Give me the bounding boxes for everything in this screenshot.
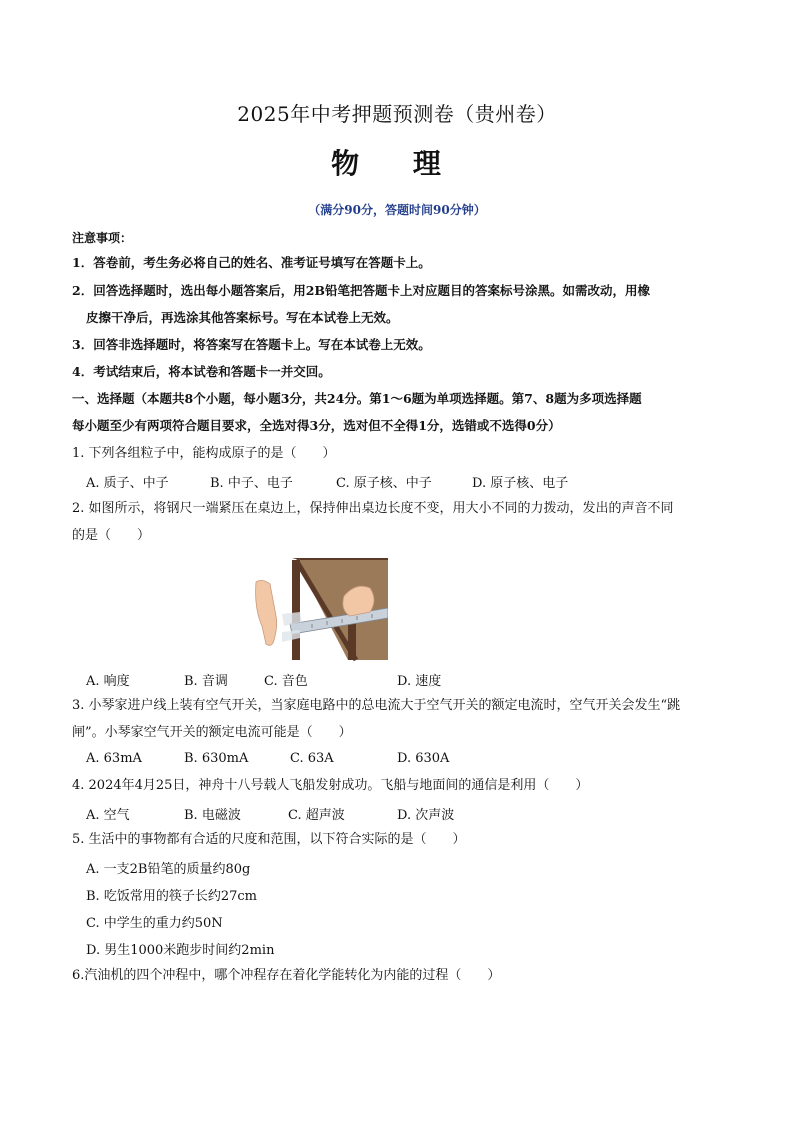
question-2-stem bbox=[72, 495, 726, 549]
note-number: 2． bbox=[72, 283, 94, 298]
question-2-stem-line-2: 的是（ ） bbox=[72, 528, 151, 543]
option-c: C. 超声波 bbox=[288, 808, 345, 823]
question-3-options bbox=[86, 751, 449, 766]
notes-heading: 注意事项： bbox=[72, 231, 133, 245]
option-b: B. 电磁波 bbox=[184, 808, 241, 823]
note-3 bbox=[72, 331, 724, 358]
option-b: B. 音调 bbox=[184, 674, 228, 689]
note-4 bbox=[72, 358, 724, 385]
note-number: 1． bbox=[72, 255, 94, 270]
question-3-stem-line-2: 闸”。小琴家空气开关的额定电流可能是（ ） bbox=[72, 725, 352, 740]
option-a: A. 响度 bbox=[86, 674, 130, 689]
section-heading bbox=[72, 385, 726, 439]
question-4-options bbox=[86, 804, 454, 823]
note-number: 3． bbox=[72, 337, 94, 352]
subject-title: 物 理 bbox=[331, 147, 463, 180]
note-number: 4． bbox=[72, 364, 94, 379]
question-1-stem: 1. 下列各组粒子中，能构成原子的是（ ） bbox=[72, 446, 336, 461]
option-d: D. 原子核、电子 bbox=[472, 476, 569, 491]
option-d: D. 次声波 bbox=[397, 808, 455, 823]
note-text-continued: 皮擦干净后，再选涂其他答案标号。写在本试卷上无效。 bbox=[86, 310, 399, 325]
table-leg bbox=[292, 560, 300, 660]
question-4-stem: 4. 2024年4月25日，神舟十八号载人飞船发射成功。飞船与地面间的通信是利用（ ） bbox=[72, 778, 589, 793]
option-c: C. 原子核、中子 bbox=[336, 476, 432, 491]
table-edge bbox=[292, 558, 388, 560]
section-line-1: 一、选择题（本题共8个小题，每小题3分，共24分。第1～6题为单项选择题。第7、8题为多项选择题 bbox=[72, 391, 642, 406]
option-b: B. 630mA bbox=[184, 751, 249, 766]
option-c: C. 音色 bbox=[264, 674, 308, 689]
note-2 bbox=[72, 277, 724, 331]
question-6-stem: 6.汽油机的四个冲程中，哪个冲程存在着化学能转化为内能的过程（ ） bbox=[72, 968, 501, 983]
exam-meta: （满分90分，答题时间90分钟） bbox=[308, 203, 486, 217]
question-2-stem-line-1: 2. 如图所示，将钢尺一端紧压在桌边上，保持伸出桌边长度不变，用大小不同的力拨动，发出的声音不同 bbox=[72, 501, 674, 516]
question-2-options bbox=[86, 670, 441, 689]
option-a: A. 63mA bbox=[86, 751, 142, 766]
option-b: B. 中子、电子 bbox=[210, 476, 293, 491]
section-line-2: 每小题至少有两项符合题目要求，全选对得3分，选对但不全得1分，选错或不选得0分） bbox=[72, 418, 561, 433]
question-3-stem-line-1: 3. 小琴家进户线上装有空气开关，当家庭电路中的总电流大于空气开关的额定电流时，空气开关会发生“跳 bbox=[72, 698, 681, 713]
option-c: C. 63A bbox=[290, 751, 334, 766]
exam-title: 2025年中考押题预测卷（贵州卷） bbox=[237, 102, 557, 126]
ruler-on-table-figure bbox=[252, 556, 388, 662]
option-a: A. 一支2B铅笔的质量约80g bbox=[86, 862, 251, 877]
option-b: B. 吃饭常用的筷子长约27cm bbox=[86, 889, 257, 904]
note-text: 回答非选择题时，将答案写在答题卡上。写在本试卷上无效。 bbox=[93, 337, 431, 352]
note-text: 回答选择题时，选出每小题答案后，用2B铅笔把答题卡上对应题目的答案标号涂黑。如需改动，用橡 bbox=[93, 283, 650, 298]
option-d: D. 男生1000米跑步时间约2min bbox=[86, 943, 275, 958]
option-a: A. 质子、中子 bbox=[86, 476, 169, 491]
option-d: D. 速度 bbox=[397, 674, 442, 689]
option-d: D. 630A bbox=[397, 751, 450, 766]
option-c: C. 中学生的重力约50N bbox=[86, 916, 223, 931]
option-a: A. 空气 bbox=[86, 808, 130, 823]
plucking-hand bbox=[256, 580, 277, 645]
note-text: 考试结束后，将本试卷和答题卡一并交回。 bbox=[93, 364, 331, 379]
note-1 bbox=[72, 249, 724, 276]
note-text: 答卷前，考生务必将自己的姓名、准考证号填写在答题卡上。 bbox=[93, 255, 431, 270]
question-1-options bbox=[86, 472, 568, 491]
question-3-stem bbox=[72, 692, 726, 746]
question-5-stem: 5. 生活中的事物都有合适的尺度和范围，以下符合实际的是（ ） bbox=[72, 832, 466, 847]
